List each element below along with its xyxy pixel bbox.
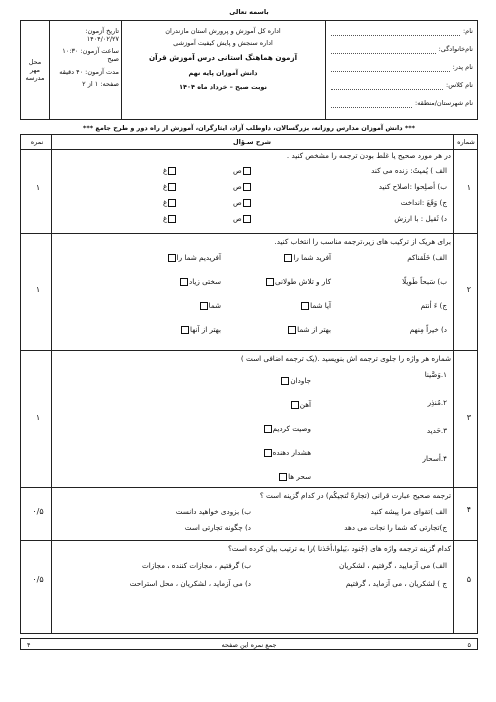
q1c-false-option[interactable]: غ xyxy=(163,198,177,207)
exam-header xyxy=(20,20,478,120)
page-total-label: جمع نمره این صفحه xyxy=(221,641,277,649)
q1c-true-option[interactable]: ص xyxy=(233,198,252,207)
header-left xyxy=(21,21,122,119)
session-line: نوبت صبح – خرداد ماه ۱۴۰۴ xyxy=(179,82,267,91)
q2c-option-2[interactable]: شما xyxy=(199,301,221,310)
participants-banner: *** دانش آموزان مدارس روزانه، بزرگسالان، داوطلب آزاد، ایثارگران، آموزش از راه دور و طرح جامع *** xyxy=(82,124,416,132)
exam-duration: مدت آزمون: ۴۰ دقیقه xyxy=(59,67,119,76)
grade-line: دانش آموزان پایه نهم xyxy=(188,68,258,77)
exam-title: آزمون هماهنگ استانی درس آموزش قرآن xyxy=(148,53,298,63)
page-total-row xyxy=(20,638,478,650)
father-name-field[interactable]: نام پدر: xyxy=(331,63,473,72)
exam-meta xyxy=(51,27,119,88)
questions-table: نمره شرح سـؤال شماره ۱ ۱ در هر مورد صحیح یا غلط بودن ترجمه را مشخص کنید . الف ) یُمیتُ: زنده می کند ص غ ب) أصلِحوا :اصلاح کنید ص غ ج) وَقَعَ :انداخت ص غ د) ثَقیل : با ارزش ص غ ۲ ۱ برای هریک از ترکیب های زیر،ترجمه مناسب را انتخاب کنید. الف) خَلَقناکم آفرید شما را آفریدیم شما را ب) سَبحاً طَویلًا کار و تلاش طولانی سختی زیاد ج) ءَ أنتم آیا شما شما د) خیراً مِنهم بهتر از شما بهتر از آنها ۳ ۱ شماره هر واژه را جلوی ترجمه اش بنویسید .(یک ترجمه اضافی است ) ۱.وَصَّینا ۲.مُنذِر ۳.حَدید ۴.أسحار جاودان آهن وصیت کردیم هشدار دهنده سحر ها ۴ ۰/۵ ترجمه صحیح عبارت قرانی (تجارةً تُنجیکُم) در کدام گزینه است ؟ الف )تقوای مرا پیشه کنید ب) بزودی خواهید دانست ج)تجارتی که شما را نجات می دهد د) چگونه تجارتی است ۵ ۰/۵ کدام گزینه ترجمه واژه های (جُنود ،بَیلوا،أخَذنا )را به ترتیب بیان کرده است؟ الف) می آزمایید ، گرفتیم ، لشکریان ب) گرفتیم ، مجازات کننده ، مجازات ج ) لشکریان ، می آزماید ، گرفتیم د) می آزماید ، لشکریان ، محل استراحت xyxy=(20,134,478,634)
q3-meaning-5[interactable]: سحر ها xyxy=(278,472,311,481)
q1a-true-option[interactable]: ص xyxy=(233,166,252,175)
q2d-option-1[interactable]: بهتر از شما xyxy=(287,325,331,334)
q3-meaning-4[interactable]: هشدار دهنده xyxy=(263,448,311,457)
q2c-option-1[interactable]: آیا شما xyxy=(300,301,331,310)
q2a-option-1[interactable]: آفرید شما را xyxy=(283,253,331,262)
q5-option-c[interactable]: ج ) لشکریان ، می آزماید ، گرفتیم xyxy=(345,579,447,588)
q1d-true-option[interactable]: ص xyxy=(233,214,252,223)
name-field[interactable]: نام: xyxy=(331,27,473,36)
q5-option-b[interactable]: ب) گرفتیم ، مجازات کننده ، مجازات xyxy=(142,561,251,570)
exam-date: تاریخ آزمون: ۱۴۰۴/۰۲/۲۷ xyxy=(85,27,119,44)
q3-meaning-3[interactable]: وصیت کردیم xyxy=(263,424,311,433)
q3-meaning-1[interactable]: جاودان xyxy=(280,376,311,385)
q4-option-d[interactable]: د) چگونه تجارتی است xyxy=(184,523,251,532)
city-field[interactable]: نام شهرستان/منطقه: xyxy=(331,99,473,108)
family-name-field[interactable]: نام‌خانوادگی: xyxy=(331,45,473,54)
q2a-option-2[interactable]: آفریدیم شما را xyxy=(167,253,221,262)
q4-option-a[interactable]: الف )تقوای مرا پیشه کنید xyxy=(370,507,447,516)
header-center xyxy=(121,21,326,119)
student-fields xyxy=(327,21,477,119)
q3-meaning-2[interactable]: آهن xyxy=(290,400,311,409)
q1d-false-option[interactable]: غ xyxy=(163,214,177,223)
page-total-right: ۵ xyxy=(467,641,471,649)
q1b-true-option[interactable]: ص xyxy=(233,182,252,191)
q1a-false-option[interactable]: غ xyxy=(163,166,177,175)
table-header: نمره شرح سـؤال شماره xyxy=(21,135,477,150)
class-name-field[interactable]: نام کلاس: xyxy=(331,81,473,90)
q4-option-c[interactable]: ج)تجارتی که شما را نجات می دهد xyxy=(344,523,447,532)
q4-option-b[interactable]: ب) بزودی خواهید دانست xyxy=(175,507,251,516)
top-title: باسمه تعالی xyxy=(229,8,269,16)
q5-option-a[interactable]: الف) می آزمایید ، گرفتیم ، لشکریان xyxy=(338,561,447,570)
q1b-false-option[interactable]: غ xyxy=(163,182,177,191)
org-line-1: اداره کل آموزش و پرورش استان مازندران xyxy=(165,27,281,35)
exam-page xyxy=(20,8,478,688)
q2b-option-2[interactable]: سختی زیاد xyxy=(179,277,221,286)
page-total-left: ۴ xyxy=(27,641,31,649)
q2d-option-2[interactable]: بهتر از آنها xyxy=(180,325,221,334)
page-info: صفحه: ۱ از ۲ xyxy=(82,79,119,88)
org-line-2: اداره سنجش و پایش کیفیت آموزشی xyxy=(173,39,273,48)
exam-time: ساعت آزمون: ۱۰:۳۰ صبح xyxy=(62,47,119,64)
q5-option-d[interactable]: د) می آزماید ، لشکریان ، محل استراحت xyxy=(129,579,251,588)
q2b-option-1[interactable]: کار و تلاش طولانی xyxy=(265,277,331,286)
school-seal-box: محل مهر مدرسه xyxy=(21,21,50,119)
